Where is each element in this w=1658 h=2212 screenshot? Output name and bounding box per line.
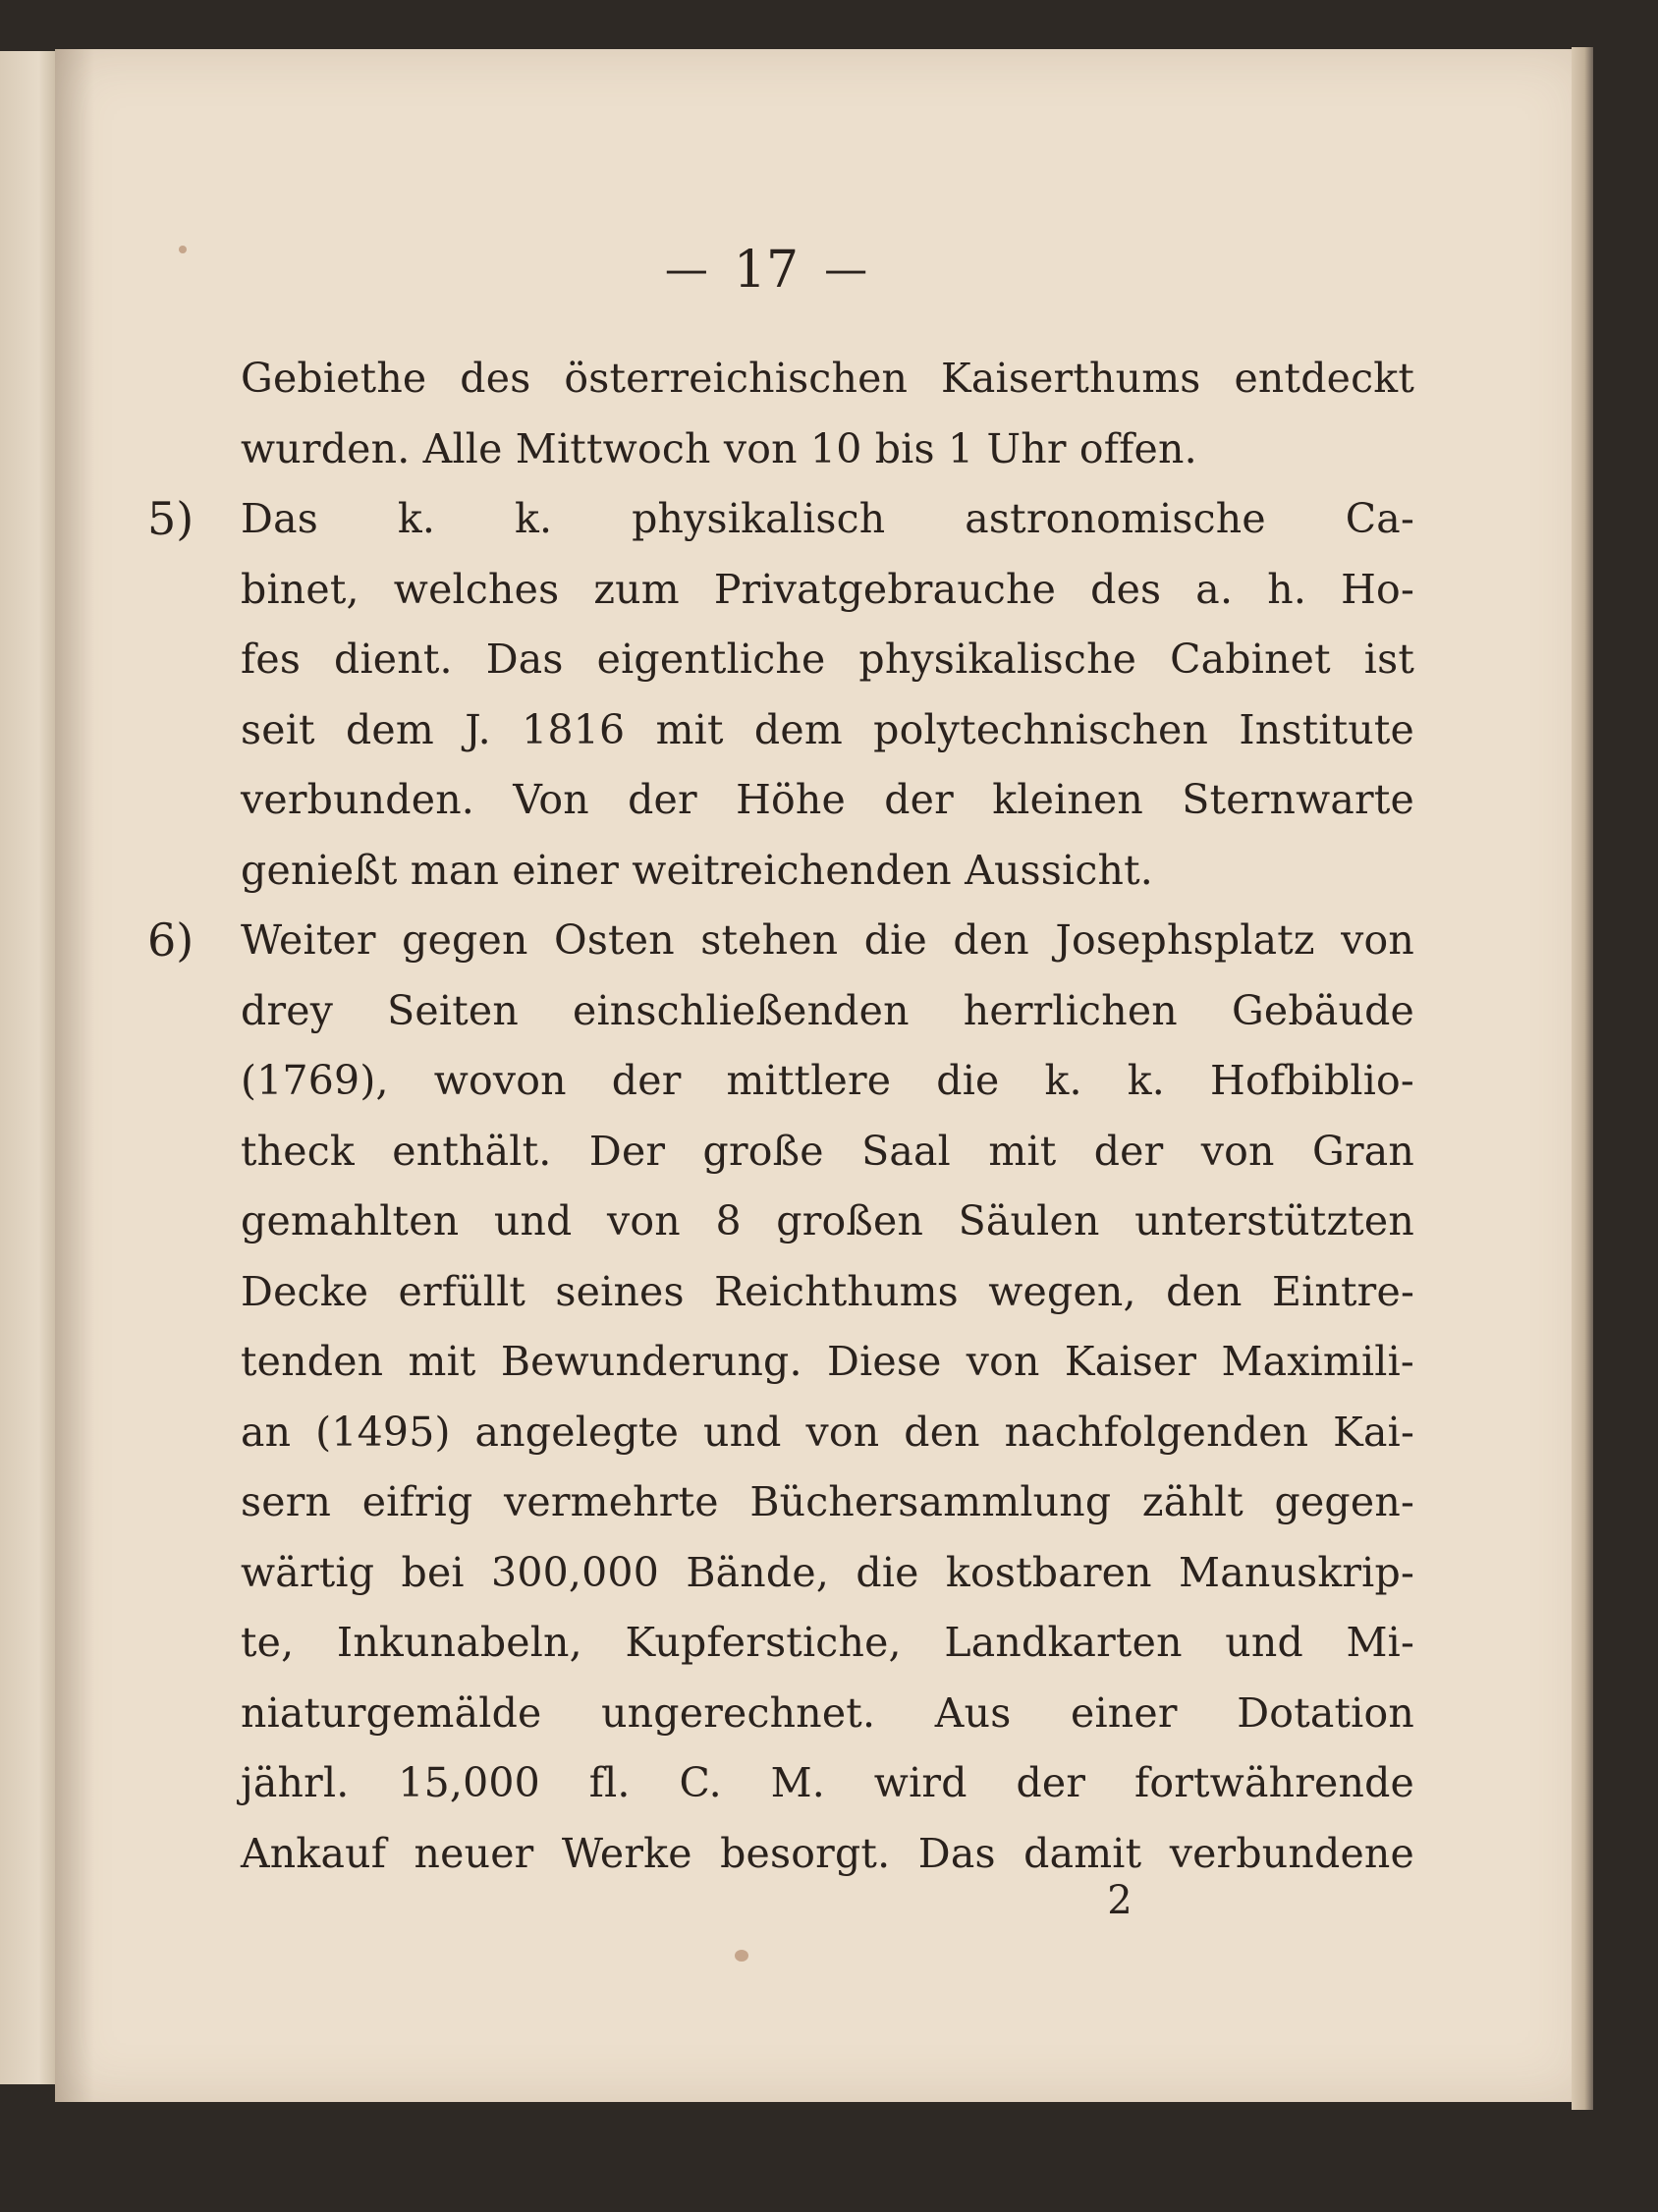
text-line bbox=[147, 765, 1414, 834]
line-text: genießt man einer weitreichenden Aussicht. bbox=[241, 846, 1154, 894]
page-number: 17 bbox=[733, 241, 800, 300]
text-line bbox=[147, 344, 1414, 413]
line-text: an (1495) angelegte und von den nachfolgenden Kai- bbox=[241, 1408, 1414, 1456]
text-line bbox=[147, 1046, 1414, 1115]
text-line bbox=[147, 625, 1414, 693]
line-text: jährl. 15,000 fl. C. M. wird der fortwährende bbox=[241, 1759, 1414, 1806]
line-text: wurden. Alle Mittwoch von 10 bis 1 Uhr offen. bbox=[241, 424, 1197, 472]
text-line bbox=[147, 906, 1414, 974]
line-text: tenden mit Bewunderung. Diese von Kaiser Maximili- bbox=[241, 1338, 1414, 1385]
header-dash-right: — bbox=[824, 245, 868, 295]
line-text: drey Seiten einschließenden herrlichen Gebäude bbox=[241, 986, 1414, 1034]
line-text: (1769), wovon der mittlere die k. k. Hofbiblio- bbox=[241, 1057, 1414, 1104]
text-line bbox=[147, 1117, 1414, 1186]
text-line bbox=[147, 1327, 1414, 1396]
line-text: Das k. k. physikalisch astronomische Ca- bbox=[241, 495, 1414, 542]
ink-stain bbox=[179, 246, 187, 253]
text-line bbox=[147, 1748, 1414, 1817]
text-line bbox=[147, 1538, 1414, 1607]
signature-mark: 2 bbox=[1107, 1878, 1133, 1923]
text-line bbox=[147, 1398, 1414, 1466]
text-line bbox=[147, 976, 1414, 1045]
left-page-edge bbox=[0, 51, 55, 2084]
text-line bbox=[147, 415, 1414, 483]
line-text: Decke erfüllt seines Reichthums wegen, den Eintre- bbox=[241, 1267, 1414, 1315]
line-text: verbunden. Von der Höhe der kleinen Sternwarte bbox=[241, 776, 1414, 823]
item-number: 5) bbox=[147, 492, 194, 545]
line-text: seit dem J. 1816 mit dem polytechnischen Institute bbox=[241, 705, 1414, 753]
text-line bbox=[147, 1467, 1414, 1536]
text-line bbox=[147, 1187, 1414, 1255]
ink-stain bbox=[735, 1950, 748, 1962]
text-line bbox=[147, 1819, 1414, 1888]
text-line bbox=[147, 1679, 1414, 1747]
line-text: Weiter gegen Osten stehen die den Josephsplatz von bbox=[241, 916, 1414, 964]
line-text: sern eifrig vermehrte Büchersammlung zählt gegen- bbox=[241, 1478, 1414, 1525]
line-text: niaturgemälde ungerechnet. Aus einer Dotation bbox=[241, 1688, 1414, 1737]
page-right-edge bbox=[1572, 47, 1593, 2110]
line-text: wärtig bei 300,000 Bände, die kostbaren Manuskrip- bbox=[241, 1548, 1414, 1596]
page-header bbox=[609, 236, 923, 304]
text-line bbox=[147, 1257, 1414, 1326]
text-line bbox=[147, 695, 1414, 764]
line-text: gemahlten und von 8 großen Säulen unterstützten bbox=[241, 1197, 1414, 1244]
text-line bbox=[147, 484, 1414, 553]
line-text: Ankauf neuer Werke besorgt. Das damit verbundene bbox=[241, 1829, 1414, 1877]
line-text: te, Inkunabeln, Kupferstiche, Landkarten und Mi- bbox=[241, 1619, 1414, 1666]
line-text: fes dient. Das eigentliche physikalische Cabinet ist bbox=[241, 636, 1414, 683]
text-line bbox=[147, 1608, 1414, 1677]
header-dash-left: — bbox=[664, 245, 708, 295]
line-text: Gebiethe des österreichischen Kaiserthums entdeckt bbox=[241, 355, 1414, 402]
line-text: theck enthält. Der große Saal mit der von Gran bbox=[241, 1127, 1414, 1175]
text-line bbox=[147, 555, 1414, 624]
gutter-shadow bbox=[55, 49, 94, 2102]
line-text: binet, welches zum Privatgebrauche des a. h. Ho- bbox=[241, 565, 1414, 613]
body-text bbox=[147, 344, 1414, 1886]
text-line bbox=[147, 836, 1414, 905]
item-number: 6) bbox=[147, 913, 194, 967]
